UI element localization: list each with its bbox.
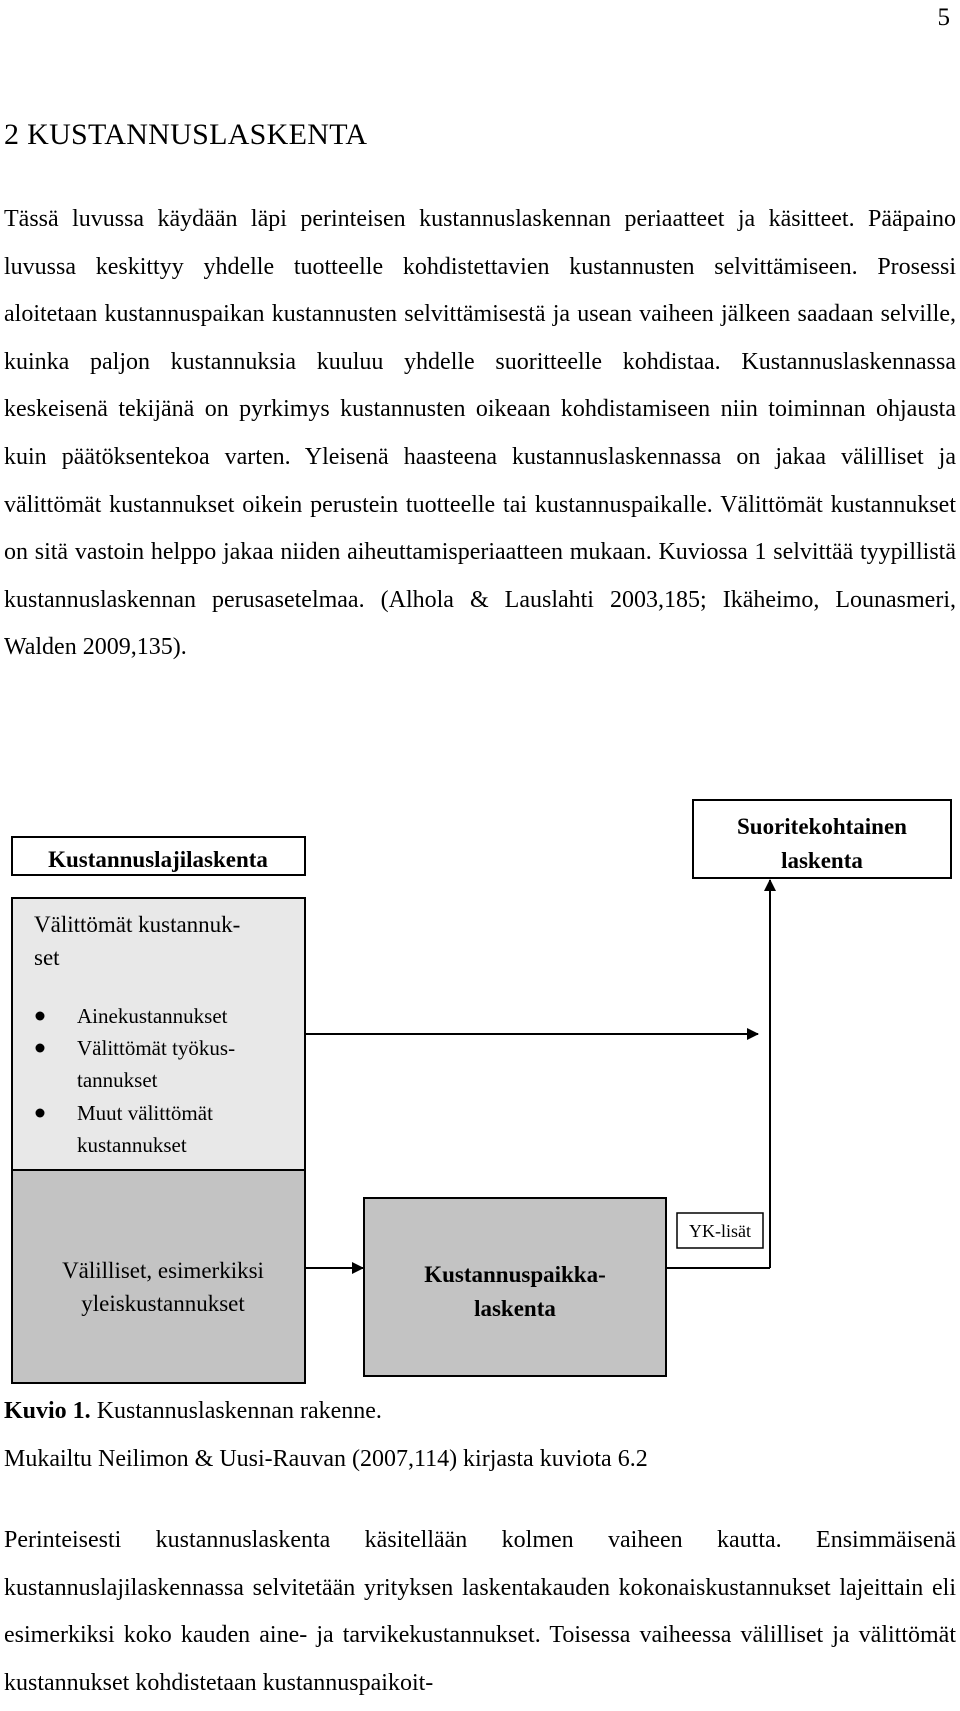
direct-item-3-line1: Muut välittömät <box>77 1101 213 1125</box>
bullet-icon <box>36 1012 45 1021</box>
yk-lisat-box <box>677 1213 763 1248</box>
direct-costs-box <box>12 898 305 1170</box>
kp-title-line2: laskenta <box>474 1296 556 1321</box>
direct-title-line2: set <box>34 945 60 970</box>
indirect-line1: Välilliset, esimerkiksi <box>62 1258 264 1283</box>
suorite-title-line1: Suoritekohtainen <box>737 814 907 839</box>
chapter-heading: 2 KUSTANNUSLASKENTA <box>4 118 368 151</box>
direct-item-2-line1: Välittömät työkus- <box>77 1036 236 1060</box>
bullet-icon <box>36 1044 45 1053</box>
kustannuspaikka-box <box>364 1198 666 1376</box>
direct-item-2-line2: tannukset <box>77 1068 158 1092</box>
second-paragraph: Perinteisesti kustannuslaskenta käsitellään kolmen vaiheen kautta. Ensimmäisenä kustannuslajilaskennassa selvitetään yrityksen laskentakauden kokonaiskustannukset lajeittain eli esimerkiksi koko kauden aine- ja tarvikekustannukset. Toisessa vaiheessa välilliset ja välittömät kustannukset kohdistetaan kustannuspaikoit- <box>4 1527 956 1696</box>
direct-title-line1: Välittömät kustannuk- <box>34 912 241 937</box>
bullet-icon <box>36 1109 45 1118</box>
indirect-line2: yleiskustannukset <box>81 1291 245 1316</box>
figure-source: Mukailtu Neilimon & Uusi-Rauvan (2007,114) kirjasta kuviota 6.2 <box>4 1446 648 1472</box>
figure-caption <box>4 1398 382 1425</box>
cost-accounting-diagram <box>0 790 960 1390</box>
page-number: 5 <box>937 4 950 31</box>
suorite-box <box>693 800 951 878</box>
caption-label: Kuvio 1. <box>4 1398 91 1424</box>
indirect-costs-box <box>12 1170 305 1383</box>
kustannuslaji-header-box <box>12 837 305 875</box>
direct-item-1: Ainekustannukset <box>77 1004 228 1028</box>
intro-paragraph: Tässä luvussa käydään läpi perinteisen kustannuslaskennan periaatteet ja käsitteet. Pääpaino luvussa keskittyy yhdelle tuotteelle kohdistettavien kustannusten selvittämiseen. Prosessi aloitetaan kustannuspaikan kustannusten selvittämisestä ja usean vaiheen jälkeen saadaan selville, kuinka paljon kustannuksia kuuluu yhdelle suoritteelle kohdistaa. Kustannuslaskennassa keskeisenä tekijänä on pyrkimys kustannusten oikeaan kohdistamiseen niin toiminnan ohjausta kuin päätöksentekoa varten. Yleisenä haasteena kustannuslaskennassa on jakaa välilliset ja välittömät kustannukset oikein perustein tuotteelle tai kustannuspaikalle. Välittömät kustannukset on sitä vastoin helppo jakaa niiden aiheuttamisperiaatteen mukaan. Kuviossa 1 selvittää tyypillistä kustannuslaskennan perusasetelmaa. (Alhola & Lauslahti 2003,185; Ikäheimo, Lounasmeri, Walden 2009,135). <box>4 206 956 661</box>
caption-text: Kustannuslaskennan rakenne. <box>90 1398 382 1424</box>
direct-item-3-line2: kustannukset <box>77 1133 187 1157</box>
kustannuslaji-title: Kustannuslajilaskenta <box>48 847 268 872</box>
suorite-title-line2: laskenta <box>781 848 863 873</box>
yk-lisat-label: YK-lisät <box>689 1221 751 1241</box>
kp-title-line1: Kustannuspaikka- <box>424 1262 606 1287</box>
